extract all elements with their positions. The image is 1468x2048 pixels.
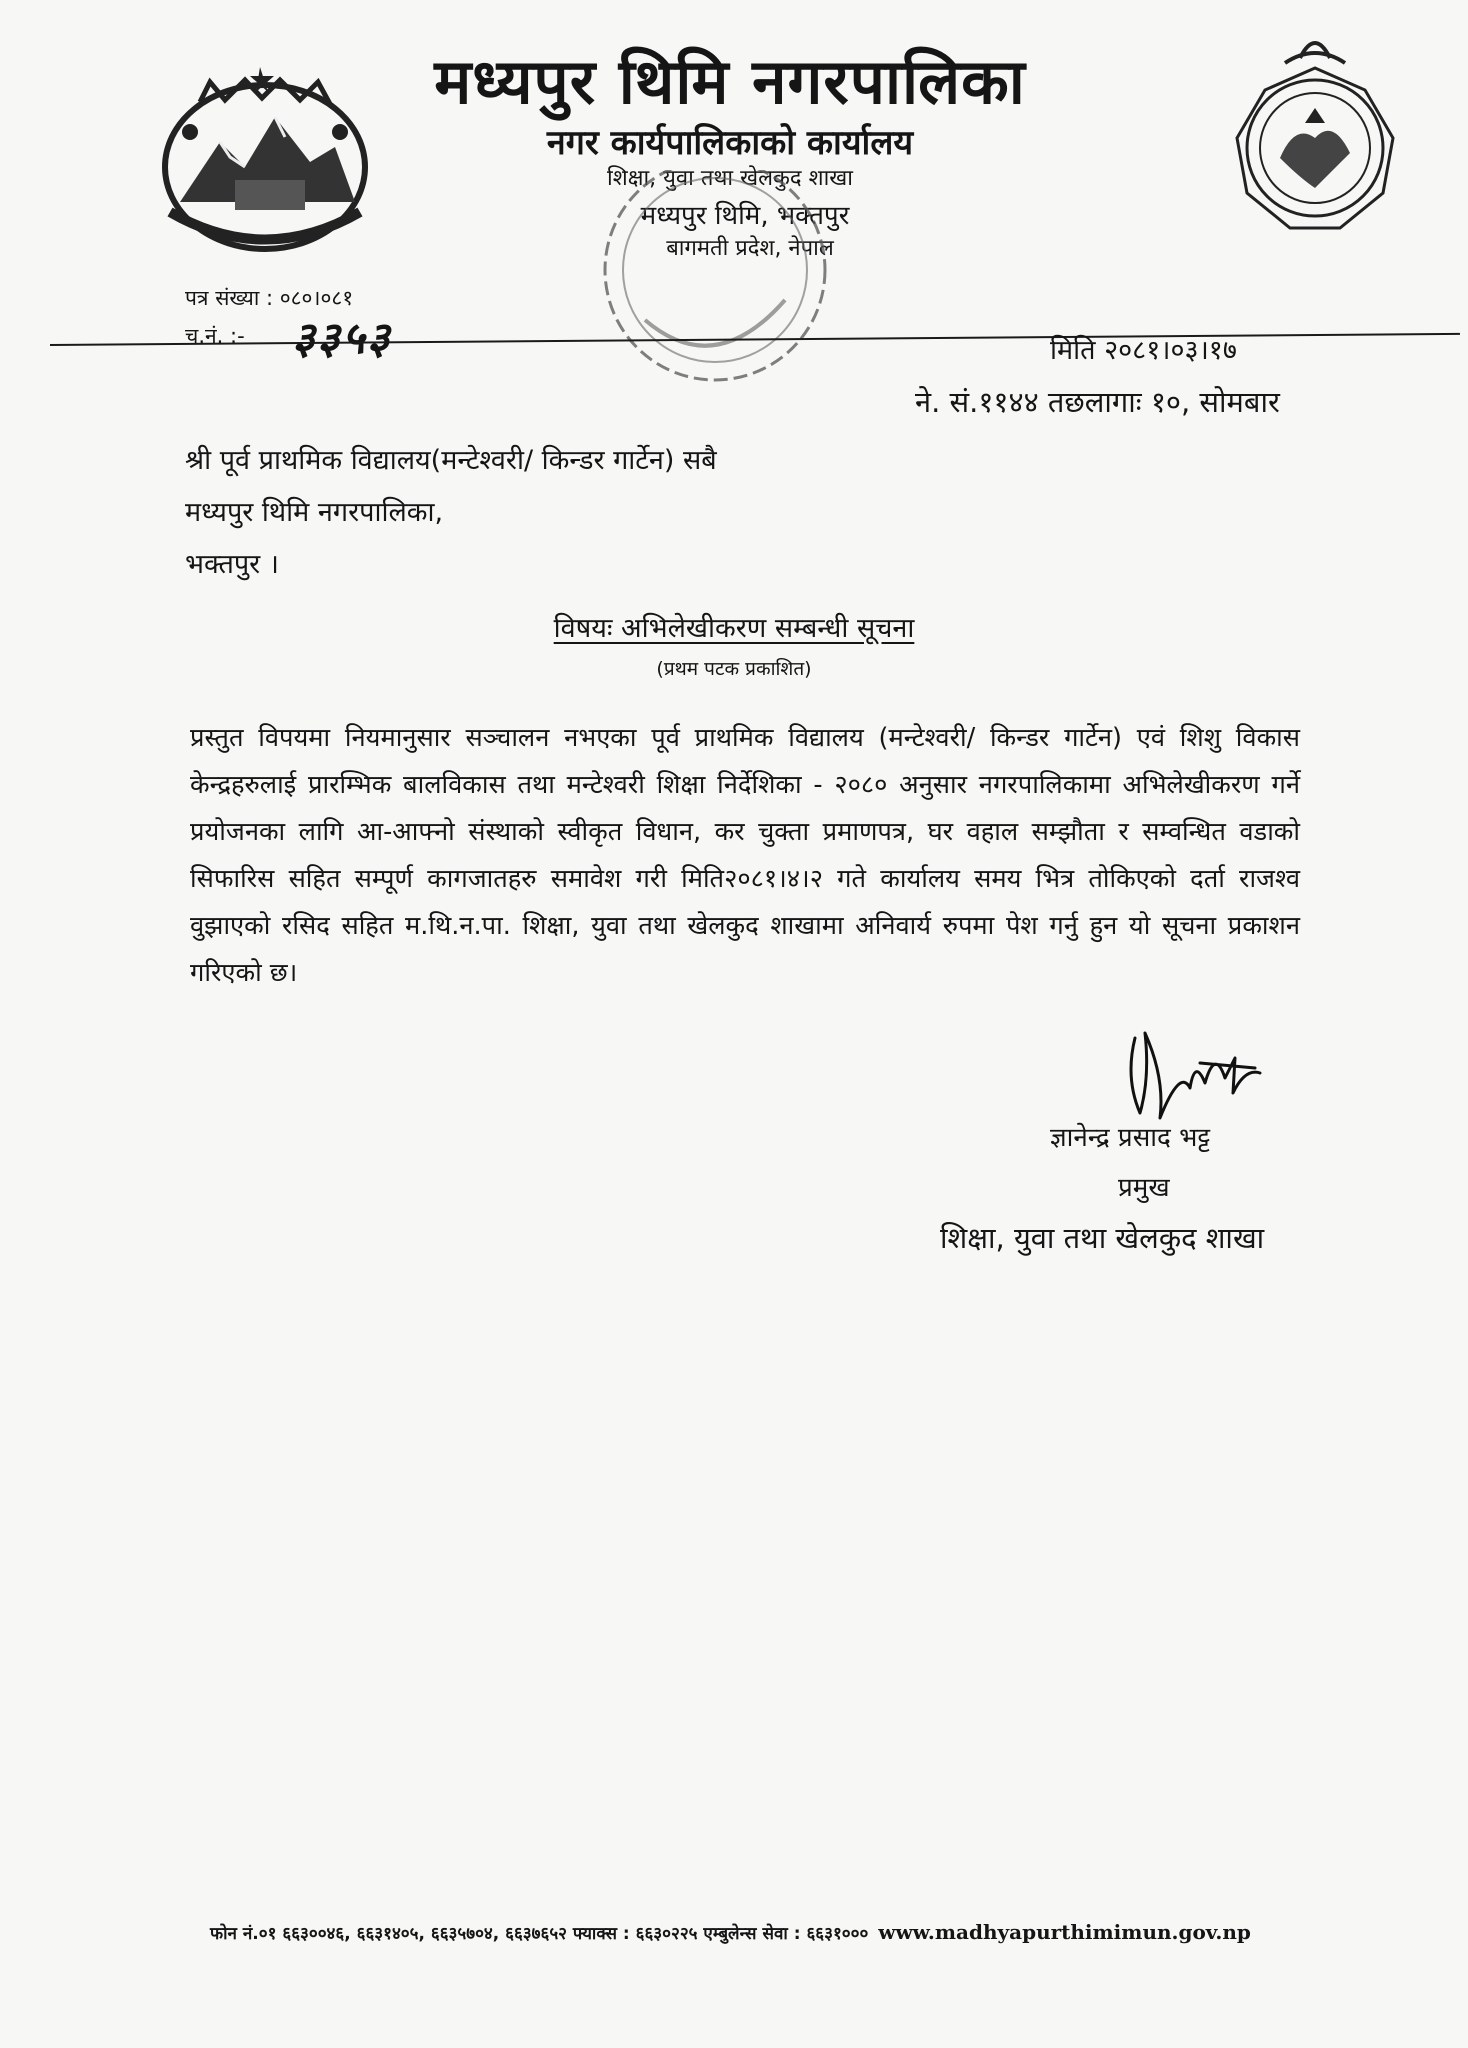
organization-name: मध्यपुर थिमि नगरपालिका: [434, 45, 1026, 118]
subject-title: विषयः अभिलेखीकरण सम्बन्धी सूचना: [553, 613, 915, 644]
signatory-post: प्रमुख: [1118, 1173, 1170, 1203]
subject-note: (प्रथम पटक प्रकाशित): [656, 658, 812, 680]
nepal-sambat-date: ने. सं.११४४ तछलागाः १०, सोमबार: [915, 385, 1280, 419]
office-name: नगर कार्यपालिकाको कार्यालय: [546, 123, 914, 163]
dispatch-number-label: च.नं. :-: [185, 324, 245, 348]
address-city: मध्यपुर थिमि, भक्तपुर: [640, 201, 850, 231]
municipality-seal-emblem: [1215, 28, 1415, 243]
recipient-line: भक्तपुर ।: [185, 549, 280, 580]
signatory-branch: शिक्षा, युवा तथा खेलकुद शाखा: [940, 1221, 1265, 1255]
letter-number: पत्र संख्या : ०८०।०८१: [185, 286, 354, 310]
notice-body: प्रस्तुत विपयमा नियमानुसार सञ्चालन नभएका पूर्व प्राथमिक विद्यालय (मन्टेश्वरी/ किन्डर गार्टेन) एवं शिशु विकास केन्द्रहरुलाई प्रारम्भिक बालविकास तथा मन्टेश्वरी शिक्षा निर्देशिका - २०८० अनुसार नगरपालिकामा अभिलेखीकरण गर्ने प्रयोजनका लागि आ-आफ्नो संस्थाको स्वीकृत विधान, कर चुक्ता प्रमाणपत्र, घर वहाल सम्झौता र सम्वन्धित वडाको सिफारिस सहित सम्पूर्ण कागजातहरु समावेश गरी मिति२०८१।४।२ गते कार्यालय समय भित्र तोकिएको दर्ता राजश्व वुझाएको रसिद सहित म.थि.न.पा. शिक्षा, युवा तथा खेलकुद शाखामा अनिवार्य रुपमा पेश गर्नु हुन यो सूचना प्रकाशन गरिएको छ।: [190, 723, 1300, 988]
footer-website[interactable]: www.madhyapurthimimun.gov.np: [878, 1920, 1251, 1944]
recipient-line: मध्यपुर थिमि नगरपालिका,: [185, 497, 444, 528]
address-country: बागमती प्रदेश, नेपाल: [666, 236, 834, 261]
signatory-name: ज्ञानेन्द्र प्रसाद भट्ट: [1050, 1123, 1211, 1153]
dispatch-number-handwritten: ३३५३: [292, 313, 392, 364]
coat-of-arms-emblem: [150, 62, 380, 257]
branch-name: शिक्षा, युवा तथा खेलकुद शाखा: [607, 166, 853, 191]
office-stamp: [585, 170, 845, 390]
recipient-line: श्री पूर्व प्राथमिक विद्यालय(मन्टेश्वरी/ किन्डर गार्टेन) सबै: [185, 445, 717, 476]
footer-phone-fax: फोन नं.०१ ६६३००४६, ६६३१४०५, ६६३५७०४, ६६३७६५२ फ्याक्स : ६६३०२२५ एम्बुलेन्स सेवा : ६६३१०००: [210, 1924, 869, 1944]
letter-date: मिति २०८१।०३।१७: [1050, 335, 1237, 366]
footer-contact: [210, 1920, 1251, 1944]
handwritten-signature: [1105, 1018, 1270, 1128]
